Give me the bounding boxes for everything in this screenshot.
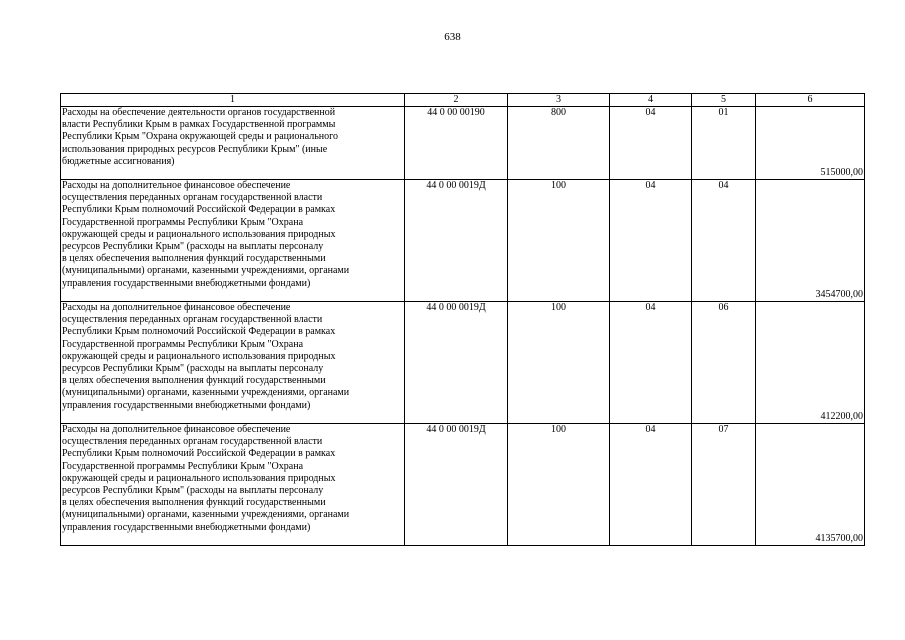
table-row	[61, 107, 865, 180]
row-section: 04	[610, 107, 692, 180]
column-header: 5	[692, 94, 756, 107]
row-amount: 515000,00	[756, 107, 865, 180]
row-description: Расходы на дополнительное финансовое обеспечение осуществления переданных органам государственной власти Республики Крым полномочий Российской Федерации в рамках Государственной программы Республики Крым "Охрана окружающей среды и рационального использования природных ресурсов Республики Крым" (расходы на выплаты персоналу в целях обеспечения выполнения функций государственными (муниципальными) органами, казенными учреждениями, органами управления государственными внебюджетными фондами)	[61, 424, 405, 546]
row-description: Расходы на дополнительное финансовое обеспечение осуществления переданных органам государственной власти Республики Крым полномочий Российской Федерации в рамках Государственной программы Республики Крым "Охрана окружающей среды и рационального использования природных ресурсов Республики Крым" (расходы на выплаты персоналу в целях обеспечения выполнения функций государственными (муниципальными) органами, казенными учреждениями, органами управления государственными внебюджетными фондами)	[61, 180, 405, 302]
row-subsection: 06	[692, 302, 756, 424]
table-row	[61, 424, 865, 546]
row-amount: 412200,00	[756, 302, 865, 424]
row-description: Расходы на дополнительное финансовое обеспечение осуществления переданных органам государственной власти Республики Крым полномочий Российской Федерации в рамках Государственной программы Республики Крым "Охрана окружающей среды и рационального использования природных ресурсов Республики Крым" (расходы на выплаты персоналу в целях обеспечения выполнения функций государственными (муниципальными) органами, казенными учреждениями, органами управления государственными внебюджетными фондами)	[61, 302, 405, 424]
row-section: 04	[610, 302, 692, 424]
row-amount: 4135700,00	[756, 424, 865, 546]
row-target-article: 44 0 00 0019Д	[405, 424, 508, 546]
table-header-row	[61, 94, 865, 107]
row-expense-type: 100	[508, 302, 610, 424]
row-subsection: 01	[692, 107, 756, 180]
row-section: 04	[610, 424, 692, 546]
row-subsection: 07	[692, 424, 756, 546]
row-expense-type: 800	[508, 107, 610, 180]
row-description: Расходы на обеспечение деятельности органов государственной власти Республики Крым в рамках Государственной программы Республики Крым "Охрана окружающей среды и рационального использования природных ресурсов Республики Крым" (иные бюджетные ассигнования)	[61, 107, 405, 180]
row-expense-type: 100	[508, 180, 610, 302]
row-amount: 3454700,00	[756, 180, 865, 302]
page-number: 638	[444, 31, 461, 43]
column-header: 4	[610, 94, 692, 107]
column-header: 3	[508, 94, 610, 107]
row-target-article: 44 0 00 00190	[405, 107, 508, 180]
row-target-article: 44 0 00 0019Д	[405, 180, 508, 302]
column-header: 6	[756, 94, 865, 107]
row-expense-type: 100	[508, 424, 610, 546]
row-subsection: 04	[692, 180, 756, 302]
column-header: 2	[405, 94, 508, 107]
table-row	[61, 180, 865, 302]
budget-table	[60, 93, 865, 546]
column-header: 1	[61, 94, 405, 107]
row-target-article: 44 0 00 0019Д	[405, 302, 508, 424]
table-row	[61, 302, 865, 424]
row-section: 04	[610, 180, 692, 302]
